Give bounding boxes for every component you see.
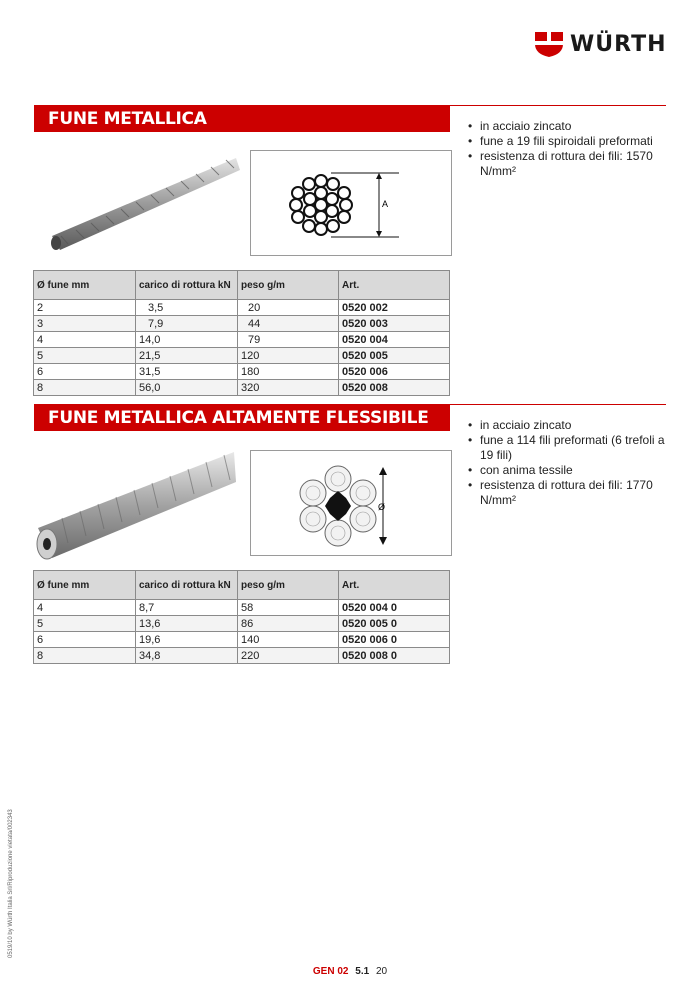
table-row	[34, 364, 450, 380]
feature-list	[466, 119, 676, 179]
cell-art: 0520 008	[339, 380, 450, 396]
col-header: carico di rottura kN	[136, 271, 238, 300]
section-number: 5.1	[355, 966, 370, 977]
wurth-logo-icon	[534, 30, 564, 58]
col-header: carico di rottura kN	[136, 571, 238, 600]
feature-list	[466, 418, 676, 508]
cell-weight: 86	[238, 616, 339, 632]
table-row	[34, 648, 450, 664]
rope-cross-section-114	[251, 451, 451, 555]
cell-art: 0520 006	[339, 364, 450, 380]
cell-weight: 58	[238, 600, 339, 616]
cell-load: 56,0	[136, 380, 238, 396]
cell-load: 13,6	[136, 616, 238, 632]
catalog-code: GEN 02	[312, 966, 349, 977]
cell-weight: 79	[238, 332, 339, 348]
cell-art: 0520 002	[339, 300, 450, 316]
section-title-bar	[34, 405, 450, 431]
flexible-wire-rope-photo	[34, 450, 240, 560]
cell-diameter: 6	[34, 364, 136, 380]
page-number: 20	[375, 966, 388, 977]
section-title: FUNE METALLICA ALTAMENTE FLESSIBILE	[48, 408, 429, 428]
spec-table	[33, 570, 450, 664]
cell-load: 3,5	[136, 300, 238, 316]
cell-diameter: 5	[34, 348, 136, 364]
cell-weight: 320	[238, 380, 339, 396]
cell-diameter: 4	[34, 332, 136, 348]
cross-section-diagram	[250, 450, 452, 556]
section-title-bar	[34, 106, 450, 132]
cell-art: 0520 004	[339, 332, 450, 348]
cell-weight: 140	[238, 632, 339, 648]
feature-item: • resistenza di rottura dei fili: 1570 N/mm²	[466, 149, 676, 179]
cell-weight: 180	[238, 364, 339, 380]
table-row	[34, 616, 450, 632]
cell-load: 31,5	[136, 364, 238, 380]
table-row	[34, 300, 450, 316]
brand-name: WÜRTH	[570, 31, 667, 57]
copyright-note: 0519/10 by Würth Italia Srl/Riproduzione vietata/002343	[8, 809, 14, 958]
col-header: peso g/m	[238, 571, 339, 600]
wire-rope-photo	[46, 150, 242, 256]
table-row	[34, 332, 450, 348]
feature-item: • fune a 19 fili spiroidali preformati	[466, 134, 676, 149]
cell-art: 0520 004 0	[339, 600, 450, 616]
cell-weight: 44	[238, 316, 339, 332]
col-header: Ø fune mm	[34, 271, 136, 300]
col-header: peso g/m	[238, 271, 339, 300]
spec-table	[33, 270, 450, 396]
feature-item: • in acciaio zincato	[466, 119, 676, 134]
diameter-label: A	[382, 199, 389, 209]
rope-cross-section-19	[251, 151, 451, 255]
feature-item: • con anima tessile	[466, 463, 676, 478]
col-header: Art.	[339, 571, 450, 600]
diameter-label: Ø	[378, 502, 386, 512]
section-title: FUNE METALLICA	[48, 109, 207, 129]
cell-art: 0520 005 0	[339, 616, 450, 632]
cell-diameter: 3	[34, 316, 136, 332]
cell-diameter: 6	[34, 632, 136, 648]
feature-item: • fune a 114 fili preformati (6 trefoli a 19 fili)	[466, 433, 676, 463]
cell-weight: 220	[238, 648, 339, 664]
cell-diameter: 8	[34, 380, 136, 396]
cell-diameter: 4	[34, 600, 136, 616]
feature-item: • resistenza di rottura dei fili: 1770 N/mm²	[466, 478, 676, 508]
table-row	[34, 600, 450, 616]
col-header: Ø fune mm	[34, 571, 136, 600]
cell-diameter: 2	[34, 300, 136, 316]
cell-load: 19,6	[136, 632, 238, 648]
cell-diameter: 8	[34, 648, 136, 664]
cell-weight: 20	[238, 300, 339, 316]
cell-load: 14,0	[136, 332, 238, 348]
cell-diameter: 5	[34, 616, 136, 632]
cell-art: 0520 006 0	[339, 632, 450, 648]
page-footer	[0, 966, 700, 977]
cross-section-diagram	[250, 150, 452, 256]
col-header: Art.	[339, 271, 450, 300]
table-row	[34, 348, 450, 364]
feature-item: • in acciaio zincato	[466, 418, 676, 433]
cell-art: 0520 008 0	[339, 648, 450, 664]
cell-load: 34,8	[136, 648, 238, 664]
table-row	[34, 316, 450, 332]
cell-art: 0520 005	[339, 348, 450, 364]
cell-load: 8,7	[136, 600, 238, 616]
cell-weight: 120	[238, 348, 339, 364]
wurth-logo	[534, 28, 667, 60]
cell-load: 21,5	[136, 348, 238, 364]
cell-load: 7,9	[136, 316, 238, 332]
table-row	[34, 380, 450, 396]
cell-art: 0520 003	[339, 316, 450, 332]
table-row	[34, 632, 450, 648]
